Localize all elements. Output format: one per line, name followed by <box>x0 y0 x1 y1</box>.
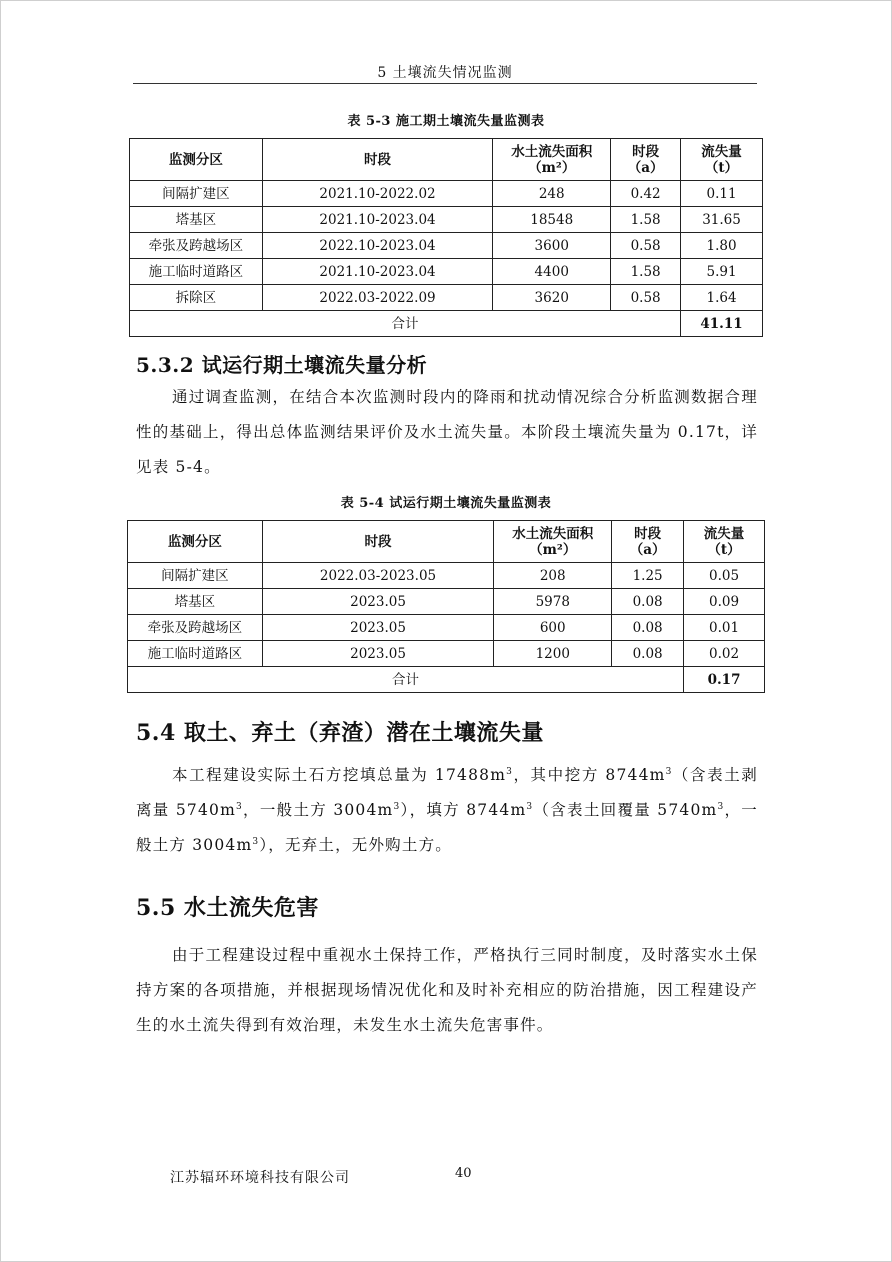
table1-cell-zone: 间隔扩建区 <box>130 181 263 207</box>
table1-cell-zone: 牵张及跨越场区 <box>130 233 263 259</box>
table2-header-duration <box>612 521 684 563</box>
table1-cell-zone: 塔基区 <box>130 207 263 233</box>
text-run: ），无弃土，无外购土方。 <box>259 836 452 854</box>
table2-cell-loss: 0.09 <box>684 589 765 615</box>
running-header: 5 土壤流失情况监测 <box>377 65 513 81</box>
table2-header-area-line2: （m²） <box>529 541 577 558</box>
table2-header-area-line1: 水土流失面积 <box>512 525 594 542</box>
table1-cell-area: 248 <box>493 181 611 207</box>
table1-header-zone: 监测分区 <box>130 139 263 181</box>
table2-cell-loss: 0.01 <box>684 615 765 641</box>
table1-cell-area: 4400 <box>493 259 611 285</box>
table2-cell-duration: 0.08 <box>612 589 684 615</box>
table1-cell-area: 3620 <box>493 285 611 311</box>
table1-cell-duration: 0.42 <box>611 181 681 207</box>
superscript: 3 <box>665 766 673 777</box>
table2-total-row <box>128 667 765 693</box>
table2-caption: 表 5-4 试运行期土壤流失量监测表 <box>340 496 552 511</box>
table1-cell-area: 18548 <box>493 207 611 233</box>
table2-cell-zone: 间隔扩建区 <box>128 563 263 589</box>
table-row <box>130 207 763 233</box>
table-row <box>128 641 765 667</box>
table2-header-row <box>128 521 765 563</box>
page-number: 40 <box>455 1166 472 1181</box>
text-run: （含表土剥离量 5740m <box>136 766 758 819</box>
table2-header-loss <box>684 521 765 563</box>
table2-header-duration-line1: 时段 <box>634 525 662 542</box>
table1-cell-loss: 1.80 <box>681 233 763 259</box>
table-row <box>130 259 763 285</box>
table1-header-area-line1: 水土流失面积 <box>511 143 593 160</box>
text-run: ，一般土方 3004m <box>136 801 759 854</box>
section-532-heading: 5.3.2 试运行期土壤流失量分析 <box>136 353 428 377</box>
superscript: 3 <box>717 801 725 812</box>
table2-cell-zone: 塔基区 <box>128 589 263 615</box>
table2-total-value: 0.17 <box>684 667 765 693</box>
table2-cell-area: 600 <box>494 615 612 641</box>
table2-header-loss-line1: 流失量 <box>703 525 745 542</box>
table1-header-row <box>130 139 763 181</box>
section-55-paragraph: 由于工程建设过程中重视水土保持工作，严格执行三同时制度，及时落实水土保持方案的各项措施，并根据现场情况优化和及时补充相应的防治措施，因工程建设产生的水土流失得到有效治理，未发生水土流失危害事件。 <box>136 946 758 1034</box>
text-run: 本工程建设实际土石方挖填总量为 17488m <box>172 766 507 784</box>
table2-cell-period: 2023.05 <box>262 589 494 615</box>
table1-cell-period: 2021.10-2022.02 <box>262 181 493 207</box>
table2-cell-zone: 施工临时道路区 <box>128 641 263 667</box>
header-rule <box>133 83 757 84</box>
table2-header-loss-line2: （t） <box>707 541 741 558</box>
table2-header-zone: 监测分区 <box>128 521 263 563</box>
table2-cell-period: 2023.05 <box>262 641 494 667</box>
table1-total-label: 合计 <box>130 311 681 337</box>
table1-header-loss-line2: （t） <box>704 159 739 176</box>
table1 <box>129 138 763 337</box>
table1-total-row <box>130 311 763 337</box>
table-row <box>128 615 765 641</box>
table1-cell-duration: 0.58 <box>611 285 681 311</box>
table1-cell-zone: 施工临时道路区 <box>130 259 263 285</box>
table1-header-duration-line2: （a） <box>627 159 664 176</box>
table2-header-duration-line2: （a） <box>629 541 666 558</box>
superscript: 3 <box>506 766 514 777</box>
superscript: 3 <box>252 836 260 847</box>
text-run: ，其中挖方 8744m <box>513 766 666 784</box>
table2-cell-loss: 0.05 <box>684 563 765 589</box>
table2-cell-period: 2022.03-2023.05 <box>262 563 494 589</box>
table1-total-value: 41.11 <box>681 311 763 337</box>
table2-cell-period: 2023.05 <box>262 615 494 641</box>
table1-cell-duration: 0.58 <box>611 233 681 259</box>
table1-cell-zone: 拆除区 <box>130 285 263 311</box>
superscript: 3 <box>393 801 401 812</box>
table2-header-area <box>494 521 612 563</box>
table1-cell-loss: 31.65 <box>681 207 763 233</box>
table-row <box>128 563 765 589</box>
table1-caption: 表 5-3 施工期土壤流失量监测表 <box>347 114 545 129</box>
table1-header-duration-line1: 时段 <box>632 143 660 160</box>
table1-header-duration <box>611 139 681 181</box>
text-run: ，一般土方 3004m <box>242 801 394 819</box>
table-row <box>130 285 763 311</box>
table1-cell-loss: 1.64 <box>681 285 763 311</box>
table-row <box>130 181 763 207</box>
table1-cell-area: 3600 <box>493 233 611 259</box>
table1-header-loss <box>681 139 763 181</box>
section-54-paragraph <box>136 758 758 863</box>
table1-header-area <box>493 139 611 181</box>
table2 <box>127 520 765 693</box>
table1-header-area-line2: （m²） <box>528 159 576 176</box>
superscript: 3 <box>236 801 243 812</box>
table1-cell-period: 2022.03-2022.09 <box>262 285 493 311</box>
table2-total-label: 合计 <box>128 667 684 693</box>
table2-cell-loss: 0.02 <box>684 641 765 667</box>
table2-cell-duration: 0.08 <box>612 615 684 641</box>
table2-cell-duration: 1.25 <box>612 563 684 589</box>
footer-company: 江苏辐环环境科技有限公司 <box>170 1170 350 1186</box>
table2-cell-duration: 0.08 <box>612 641 684 667</box>
section-54-heading: 5.4 取土、弃土（弃渣）潜在土壤流失量 <box>136 720 544 746</box>
superscript: 3 <box>526 801 534 812</box>
table1-header-period: 时段 <box>262 139 493 181</box>
table-row <box>128 589 765 615</box>
table2-cell-area: 208 <box>494 563 612 589</box>
table1-cell-duration: 1.58 <box>611 207 681 233</box>
table2-cell-zone: 牵张及跨越场区 <box>128 615 263 641</box>
table1-cell-period: 2022.10-2023.04 <box>262 233 493 259</box>
table1-cell-duration: 1.58 <box>611 259 681 285</box>
text-run: ），填方 8744m <box>400 801 527 819</box>
table1-cell-period: 2021.10-2023.04 <box>262 207 493 233</box>
table2-cell-area: 5978 <box>494 589 612 615</box>
text-run: （含表土回覆量 5740m <box>533 801 718 819</box>
table2-header-period: 时段 <box>262 521 494 563</box>
table2-cell-area: 1200 <box>494 641 612 667</box>
table1-cell-loss: 0.11 <box>681 181 763 207</box>
table-row <box>130 233 763 259</box>
table1-cell-loss: 5.91 <box>681 259 763 285</box>
table1-header-loss-line1: 流失量 <box>701 143 742 160</box>
table1-cell-period: 2021.10-2023.04 <box>262 259 493 285</box>
section-55-heading: 5.5 水土流失危害 <box>136 895 319 921</box>
section-532-paragraph: 通过调查监测，在结合本次监测时段内的降雨和扰动情况综合分析监测数据合理性的基础上，得出总体监测结果评价及水土流失量。本阶段土壤流失量为 0.17t，详见表 5-4。 <box>136 388 758 476</box>
